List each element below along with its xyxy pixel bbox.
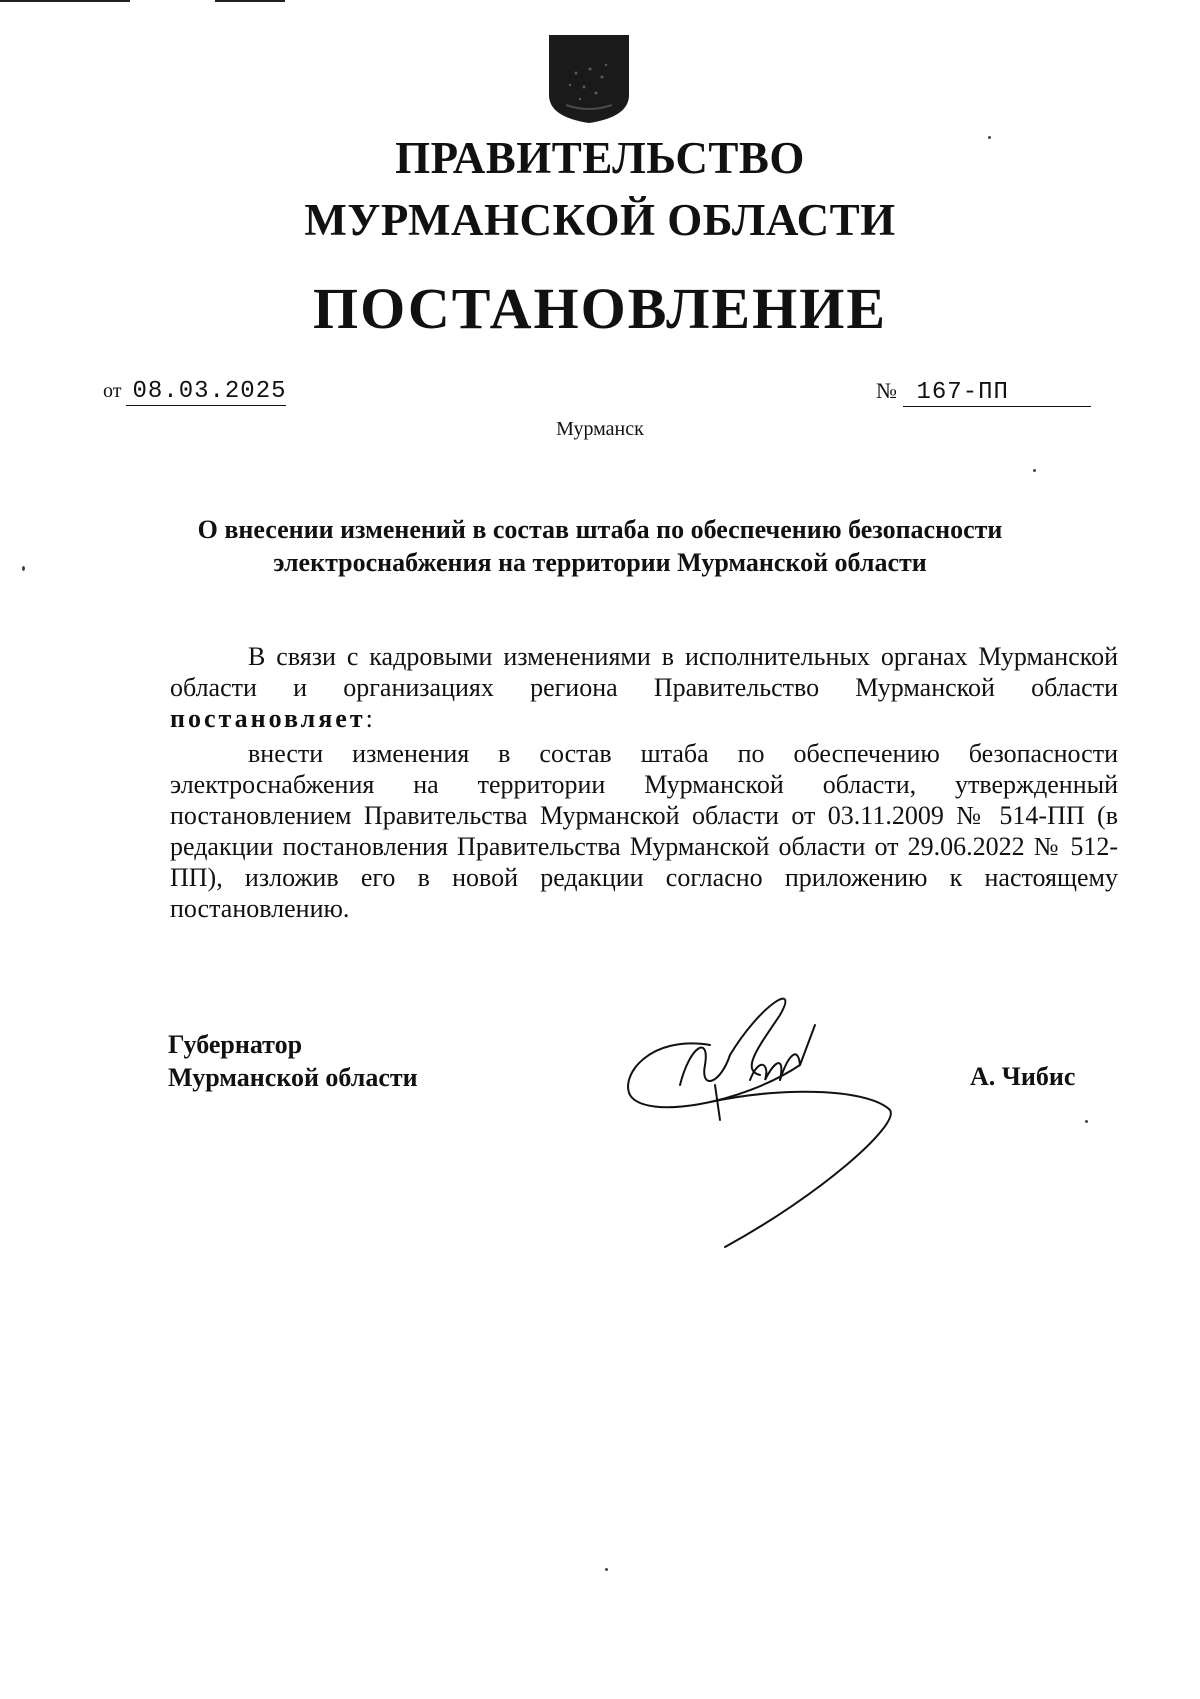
signatory-role [168, 1028, 418, 1094]
scan-speck [1085, 1120, 1088, 1123]
scan-edge-line [215, 0, 285, 2]
city: Мурманск [556, 418, 644, 440]
number-field [876, 378, 1091, 407]
date-value: 08.03.2025 [126, 378, 286, 406]
number-value: 167-ПП [903, 379, 1091, 407]
scan-speck [1033, 469, 1036, 472]
number-prefix: № [876, 378, 897, 403]
scan-speck [605, 1568, 608, 1571]
organization-name-line2: МУРМАНСКОЙ ОБЛАСТИ [304, 195, 896, 245]
document-title: О внесении изменений в состав штаба по обеспечению безопасности электроснабжения на территории Мурманской области [197, 515, 1003, 577]
resolution-paragraph: внести изменения в состав штаба по обеспечению безопасности электроснабжения на территории Мурманской области, утвержденный постановлением Правительства Мурманской области от 03.11.2009 № 514-ПП (в редакции постановления Правительства Мурманской области от 29.06.2022 № 512-ПП), изложив его в новой редакции согласно приложению к настоящему постановлению. [170, 739, 1118, 923]
coat-of-arms-emblem [546, 33, 632, 125]
signatory-role-line2: Мурманской области [168, 1063, 418, 1092]
scan-speck [22, 566, 25, 571]
signatory-name: А. Чибис [970, 1062, 1076, 1091]
preamble-colon: : [365, 704, 373, 733]
document-type: ПОСТАНОВЛЕНИЕ [312, 276, 888, 341]
organization-name-line1: ПРАВИТЕЛЬСТВО [395, 133, 805, 183]
signatory-role-line1: Губернатор [168, 1030, 303, 1059]
date-prefix: от [103, 380, 122, 402]
date-field [103, 378, 286, 406]
resolves-keyword: постановляет [170, 704, 366, 733]
scan-edge-line [0, 0, 130, 2]
preamble-paragraph [170, 641, 1118, 734]
preamble-text: В связи с кадровыми изменениями в исполнительных органах Мурманской области и организациях региона Правительство Мурманской области [170, 642, 1118, 702]
handwritten-signature [610, 985, 910, 1250]
